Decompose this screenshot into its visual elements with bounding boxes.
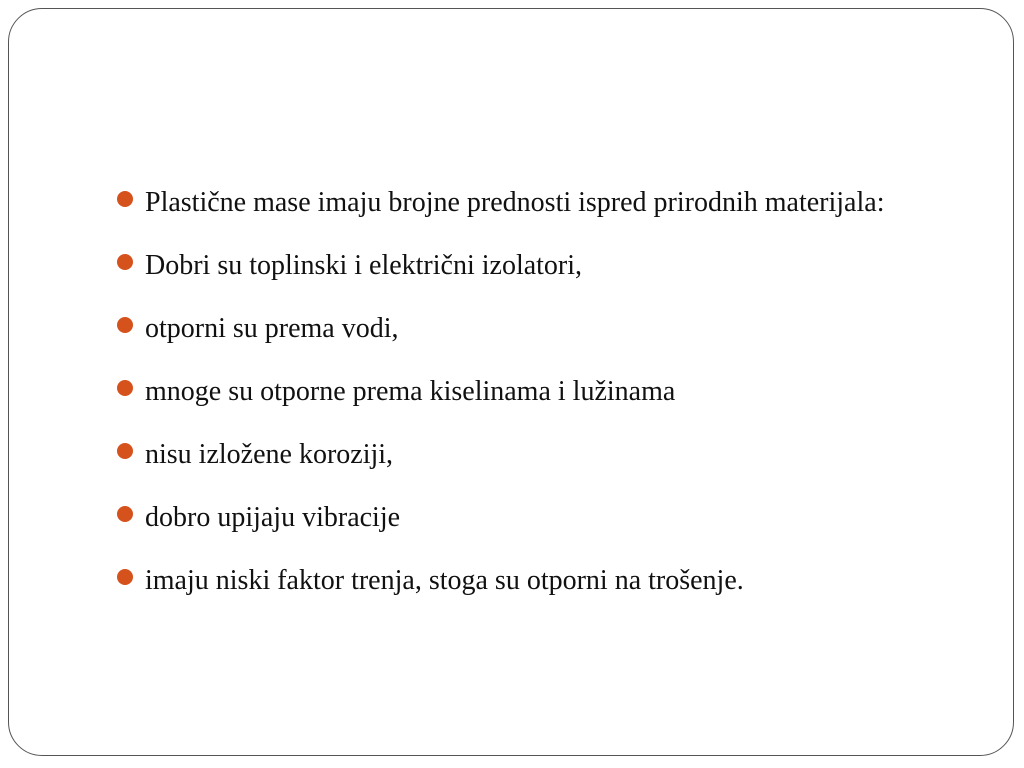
bullet-text: nisu izložene koroziji, [145, 439, 394, 470]
bullet-text: Plastične mase imaju brojne prednosti ispred prirodnih materijala: [145, 187, 885, 218]
slide-frame [8, 8, 1014, 756]
bullet-item [115, 237, 915, 295]
bullet-dot-icon [117, 317, 133, 333]
bullet-dot-icon [117, 569, 133, 585]
bullet-text: otporni su prema vodi, [145, 313, 399, 344]
bullet-dot-icon [117, 443, 133, 459]
bullet-dot-icon [117, 506, 133, 522]
bullet-item [115, 426, 915, 484]
bullet-dot-icon [117, 191, 133, 207]
bullet-item [115, 489, 915, 547]
bullet-item [115, 363, 915, 421]
bullet-text: imaju niski faktor trenja, stoga su otporni na trošenje. [145, 565, 744, 596]
bullet-item [115, 552, 915, 610]
bullet-text: Dobri su toplinski i električni izolatori, [145, 250, 583, 281]
bullet-dot-icon [117, 254, 133, 270]
bullet-text: mnoge su otporne prema kiselinama i lužinama [145, 376, 676, 407]
bullet-item [115, 300, 915, 358]
bullet-list [115, 174, 915, 615]
bullet-dot-icon [117, 380, 133, 396]
bullet-text: dobro upijaju vibracije [145, 502, 401, 533]
bullet-item [115, 174, 915, 232]
